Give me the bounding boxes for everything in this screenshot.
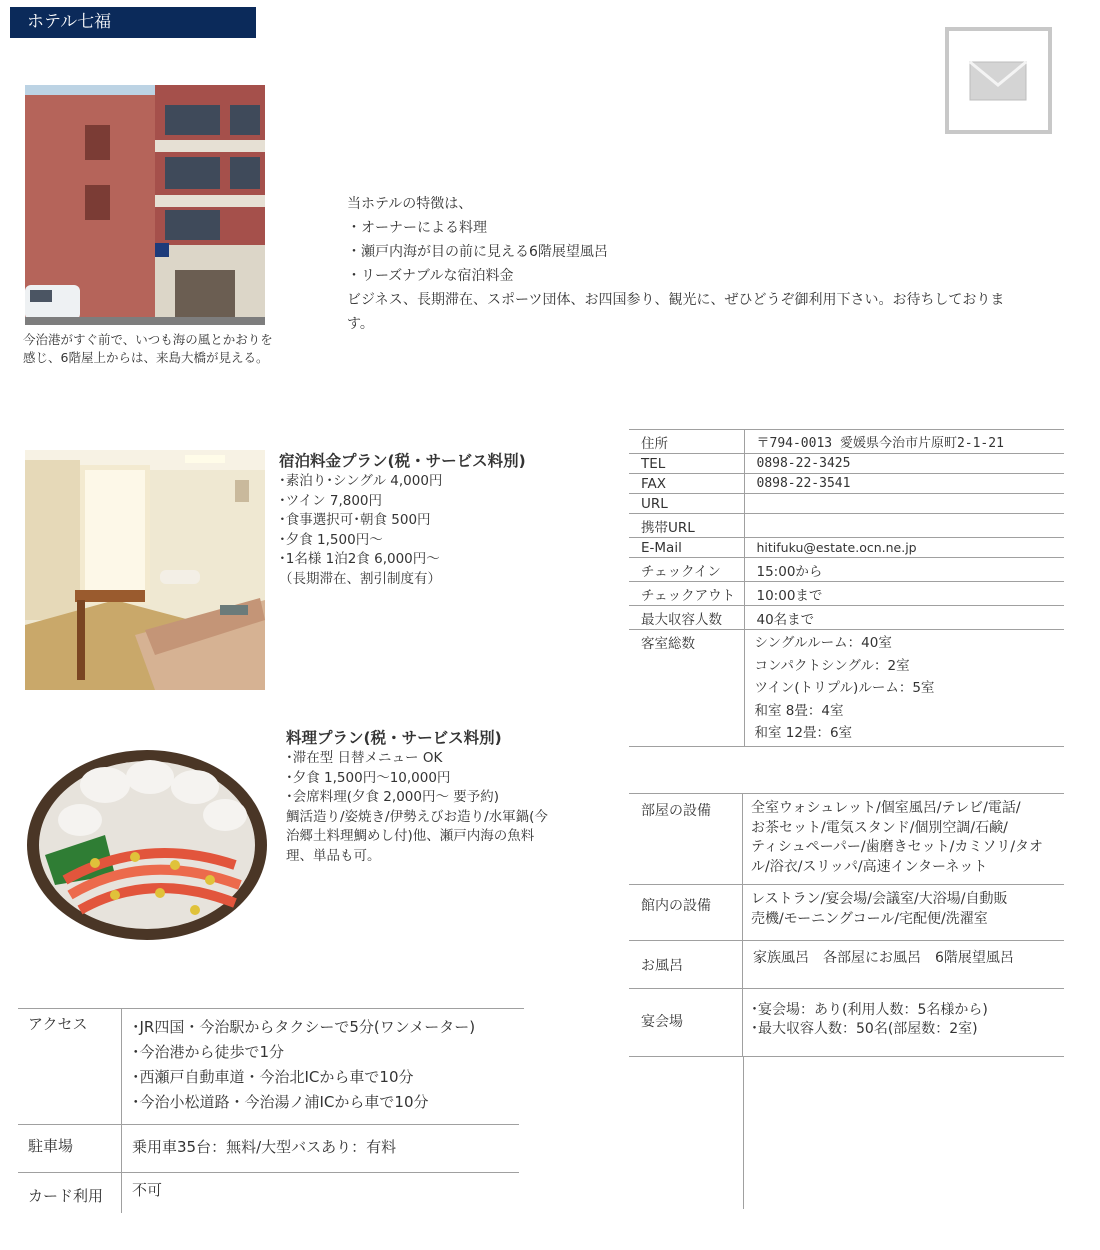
plan-line: 鯛活造り/姿焼き/伊勢えびお造り/水軍鍋(今: [286, 808, 548, 825]
info-label: チェックアウト: [629, 582, 744, 606]
caption-line: 今治港がすぐ前で、いつも海の風とかおりを: [23, 332, 273, 347]
tel-value: 0898-22-3425: [744, 454, 1064, 474]
plan-line: ･夕食 1,500円～10,000円: [286, 769, 451, 786]
address-value: 〒794-0013 愛媛県今治市片原町2-1-21: [744, 430, 1064, 454]
info-row: [629, 430, 1064, 454]
facility-label: 館内の設備: [629, 885, 743, 940]
info-label: URL: [629, 494, 744, 514]
hotel-info-table: [629, 429, 1064, 747]
facility-label: 部屋の設備: [629, 794, 743, 884]
checkout-value: 10:00まで: [744, 582, 1064, 606]
info-label: FAX: [629, 474, 744, 494]
page-title: ホテル七福: [10, 7, 256, 38]
mail-envelope-icon: [969, 61, 1027, 101]
facility-line: 全室ウォシュレット/個室風呂/テレビ/電話/: [751, 800, 1021, 816]
plan-line: 理、単品も可。: [286, 847, 381, 864]
access-line: 乗用車35台：無料/大型バスあり：有料: [132, 1138, 397, 1156]
access-line: ･今治港から徒歩で1分: [132, 1043, 285, 1061]
facility-line: ･最大収容人数：50名(部屋数：2室): [751, 1021, 978, 1037]
caption-line: 感じ、6階屋上からは、来島大橋が見える。: [23, 350, 269, 365]
info-row: [629, 538, 1064, 558]
room-plan-title: 宿泊料金プラン(税・サービス料別): [279, 452, 526, 470]
intro-line: ・オーナーによる料理: [347, 220, 487, 236]
hero-caption: [23, 331, 293, 367]
room-type: ツイン(トリプル)ルーム：5室: [754, 680, 935, 696]
hotel-features-text: [347, 192, 1037, 336]
info-row: [629, 454, 1064, 474]
info-row: [629, 582, 1064, 606]
info-label: 住所: [629, 430, 744, 454]
plan-line: ･滞在型 日替メニュー OK: [286, 750, 443, 766]
plan-line: ･ツイン 7,800円: [279, 492, 383, 509]
checkin-value: 15:00から: [744, 558, 1064, 582]
capacity-value: 40名まで: [744, 606, 1064, 630]
plan-line: ･食事選択可･朝食 500円: [279, 512, 431, 528]
mail-button[interactable]: [945, 27, 1052, 134]
intro-line: ・リーズナブルな宿泊料金: [347, 268, 514, 284]
facility-line: お茶セット/電気スタンド/個別空調/石鹸/: [751, 819, 1008, 836]
access-label: 駐車場: [18, 1125, 122, 1172]
info-label: 客室総数: [629, 630, 744, 746]
meal-plan: [286, 727, 606, 866]
room-type: 和室 8畳：4室: [754, 702, 844, 719]
plan-line: 治郷土料理鯛めし付)他、瀬戸内海の魚料: [286, 828, 535, 844]
plan-line: （長期滞在、割引制度有）: [279, 570, 441, 587]
url-value: [744, 494, 1064, 514]
facility-line: 売機/モーニングコール/宅配便/洗濯室: [751, 910, 988, 927]
facility-label: お風呂: [629, 941, 743, 988]
fax-value: 0898-22-3541: [744, 474, 1064, 494]
hotel-exterior-photo: [25, 85, 265, 325]
info-label: TEL: [629, 454, 744, 474]
facility-line: 家族風呂 各部屋にお風呂 6階展望風呂: [753, 950, 1014, 966]
intro-line: ・瀬戸内海が目の前に見える6階展望風呂: [347, 244, 608, 260]
access-label: カード利用: [18, 1173, 122, 1213]
room-type: 和室 12畳：6室: [754, 725, 853, 741]
room-plan: [279, 450, 599, 589]
info-label: E-Mail: [629, 538, 744, 558]
info-row: [629, 558, 1064, 582]
intro-line: ビジネス、長期滞在、スポーツ団体、お四国参り、観光に、ぜひどうぞ御利用下さい。お待ちしておりま: [347, 292, 1005, 308]
info-row: [629, 606, 1064, 630]
seafood-dish-photo: [25, 745, 270, 945]
access-label: アクセス: [18, 1009, 122, 1124]
info-label: 携帯URL: [629, 514, 744, 538]
facilities-table: [629, 793, 1064, 1209]
access-line: ･今治小松道路・今治湯ノ浦ICから車で10分: [132, 1093, 429, 1111]
facility-line: ･宴会場：あり(利用人数：5名様から): [751, 1002, 988, 1018]
access-table: [18, 1008, 524, 1213]
facility-label: 宴会場: [629, 989, 743, 1056]
room-type: コンパクトシングル：2室: [754, 657, 910, 674]
info-row: [629, 494, 1064, 514]
meal-plan-title: 料理プラン(税・サービス料別): [286, 729, 502, 747]
info-label: チェックイン: [629, 558, 744, 582]
access-line: 不可: [132, 1181, 163, 1199]
facility-line: ティシュペーパー/歯磨きセット/カミソリ/タオ: [751, 839, 1044, 855]
intro-line: 当ホテルの特徴は、: [347, 196, 473, 212]
info-row: [629, 474, 1064, 494]
info-label: 最大収容人数: [629, 606, 744, 630]
facility-empty-cell: [629, 1057, 744, 1209]
plan-line: ･会席料理(夕食 2,000円～ 要予約): [286, 789, 500, 805]
access-line: ･西瀬戸自動車道・今治北ICから車で10分: [132, 1068, 414, 1086]
room-type: シングルルーム：40室: [754, 635, 892, 651]
plan-line: ･1名様 1泊2食 6,000円～: [279, 551, 440, 567]
facility-line: レストラン/宴会場/会議室/大浴場/自動販: [751, 891, 1008, 907]
mobile-url-value: [744, 514, 1064, 538]
plan-line: ･素泊り･シングル 4,000円: [279, 473, 443, 489]
access-line: ･JR四国・今治駅からタクシーで5分(ワンメーター): [132, 1018, 476, 1036]
plan-line: ･夕食 1,500円～: [279, 531, 383, 548]
facility-line: ル/浴衣/スリッパ/高速インターネット: [751, 858, 988, 875]
info-row: [629, 514, 1064, 538]
email-value: hitifuku@estate.ocn.ne.jp: [744, 538, 1064, 558]
guest-room-photo: [25, 450, 265, 690]
info-row: [629, 630, 1064, 746]
intro-line: す。: [347, 316, 374, 332]
